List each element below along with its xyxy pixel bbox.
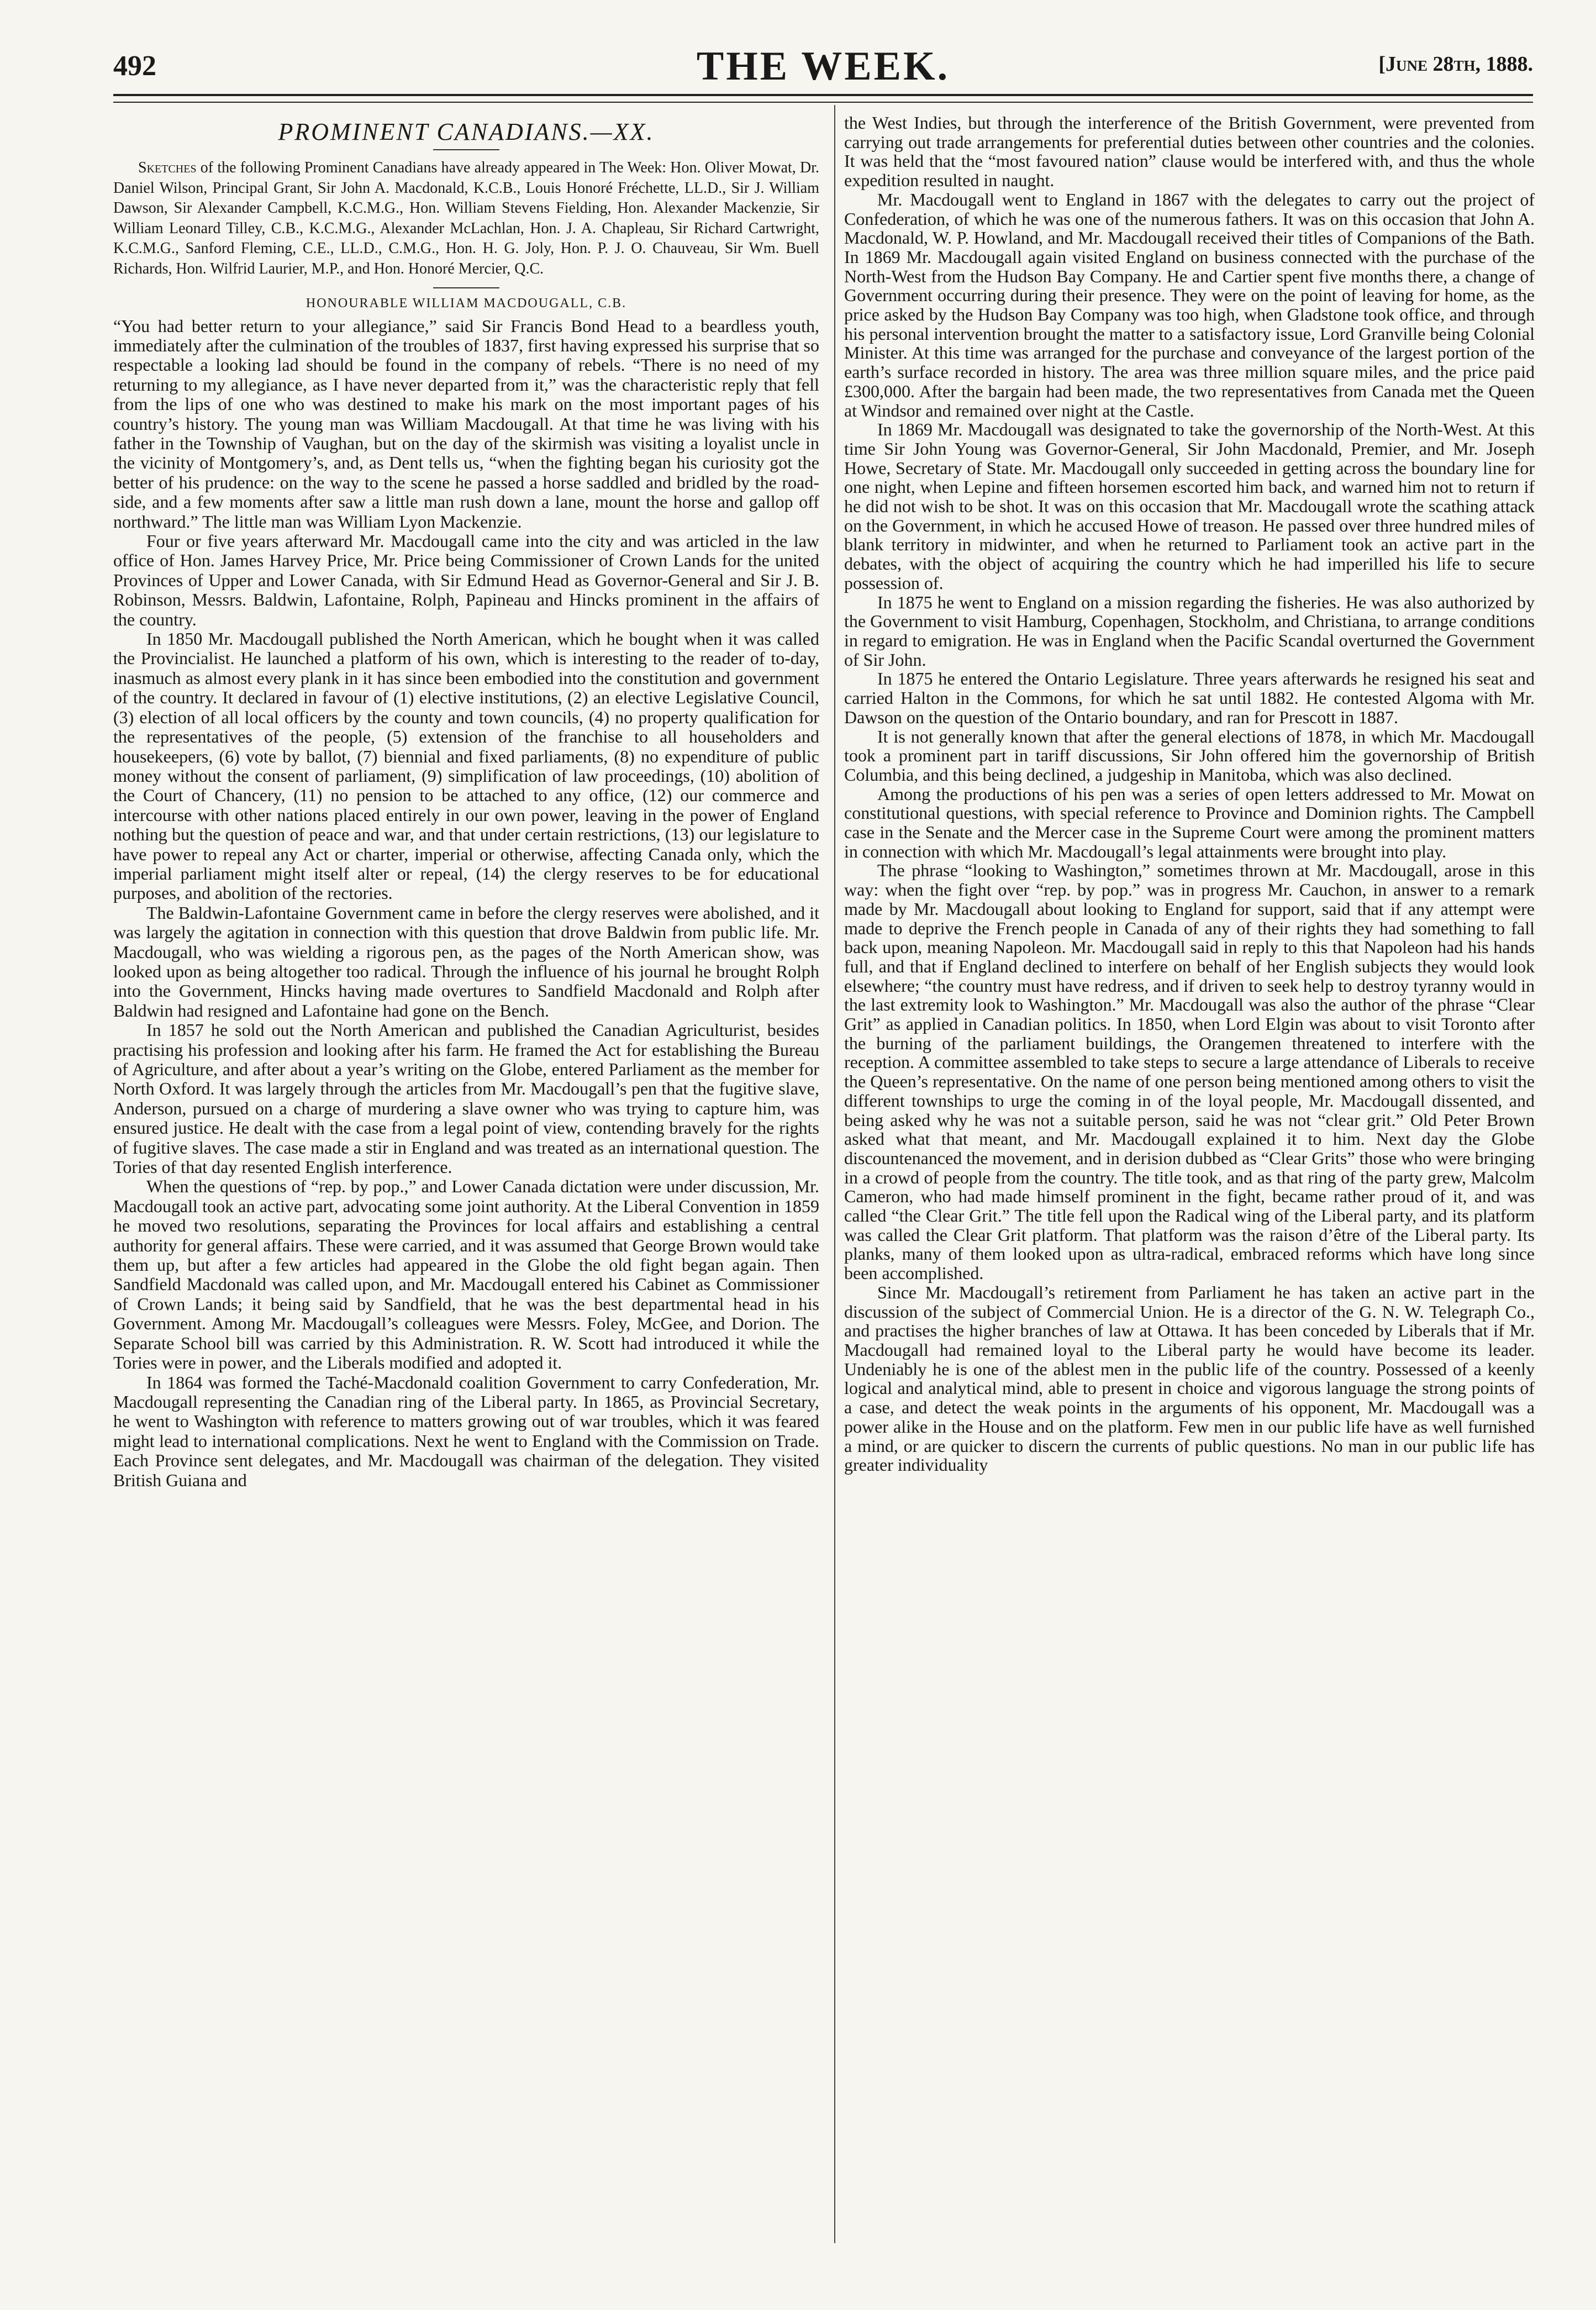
paragraph: the West Indies, but through the interference of the British Government, were prevented from carrying out trade arrangements for preferential duties between other countries and the colonies. It was held that the “most favoured nation” clause would be interfered with, and thus the whole expedition resulted in naught.: [844, 113, 1535, 191]
paragraph: In 1875 he went to England on a mission regarding the fisheries. He was also authorized by the Government to visit Hamburg, Copenhagen, Stockholm, and Christiana, to arrange conditions in regard to emigration. He was in England when the Pacific Scandal overturned the Government of Sir John.: [844, 592, 1535, 670]
paragraph: “You had better return to your allegiance,” said Sir Francis Bond Head to a beardless youth, immediately after the culmination of the troubles of 1837, first having expressed his surprise that so respectable a looking lad should be found in the company of rebels. “There is no need of my returning to my allegiance, as I have never departed from it,” was the characteristic reply that fell from the lips of one who was destined to make his mark on the most important pages of his country’s history. The young man was William Macdougall. At that time he was living with his father in the Township of Vaughan, but on the day of the skirmish was visiting a loyalist uncle in the vicinity of Montgomery’s, and, as Dent tells us, “when the fighting began his curiosity got the better of his prudence: on the way to the scene he passed a horse saddled and bridled by the road-side, and a few moments after saw a little man rush down a lane, mount the horse and gallop off northward.” The little man was William Lyon Mackenzie.: [113, 315, 819, 532]
paragraph: The phrase “looking to Washington,” sometimes thrown at Mr. Macdougall, arose in this way: when the fight over “rep. by pop.” was in progress Mr. Cauchon, in answer to a remark made by Mr. Macdougall about looking to England for support, said that if any attempt were made to deprive the French people in Canada of any of their rights they had something to fall back upon, meaning Napoleon. Mr. Macdougall said in reply to this that Napoleon had his hands full, and that if England declined to interfere on behalf of her English subjects they would look elsewhere; “the country must have redress, and if driven to seek help to destroy tyranny would in the last extremity look to Washington.” Mr. Macdougall was also the author of the phrase “Clear Grit” as applied in Canadian politics. In 1850, when Lord Elgin was about to visit Toronto after the burning of the parliament buildings, the Orangemen threatened to interfere with the reception. A committee assembled to take steps to secure a large attendance of Liberals to receive the Queen’s representative. On the name of one person being mentioned among others to visit the different townships to urge the coming in of the loyal people, Mr. Macdougall dissented, and being asked why he was not a suitable person, said he was not “clear grit.” Old Peter Brown asked what that meant, and Mr. Macdougall explained it to him. Next day the Globe discountenanced the movement, and in derision dubbed as “Clear Grits” those who were bringing in a crowd of people from the country. The title took, and as that ring of the party grew, Malcolm Cameron, who had made himself prominent in the fight, became rather proud of it, and was called “the Clear Grit.” The title fell upon the Radical wing of the Liberal party, and its platform was called the Clear Grit platform. That platform was the raison d’être of the Liberal party. Its planks, many of them looked upon as ultra-radical, embraced reforms which have long since been accomplished.: [844, 860, 1535, 1283]
sketches-intro: [113, 158, 819, 280]
paragraph: When the questions of “rep. by pop.,” and Lower Canada dictation were under discussion, Mr. Macdougall took an active part, advocating some joint authority. At the Liberal Convention in 1859 he moved two resolutions, separating the Provinces for local affairs and establishing a central authority for general affairs. These were carried, and it was assumed that George Brown would take them up, but after a few articles had appeared in the Globe the old fight began again. Then Sandfield Macdonald was called upon, and Mr. Macdougall entered his Cabinet as Commissioner of Crown Lands; it being said by Sandfield, that he was the best departmental head in his Government. Among Mr. Macdougall’s colleagues were Messrs. Foley, McGee, and Dorion. The Separate School bill was carried by this Administration. R. W. Scott had introduced it while the Tories were in power, and the Liberals modified and adopted it.: [113, 1176, 819, 1373]
paragraph: Four or five years afterward Mr. Macdougall came into the city and was articled in the law office of Hon. James Harvey Price, Mr. Price being Commissioner of Crown Lands for the united Provinces of Upper and Lower Canada, with Sir Edmund Head as Governor-General and Sir J. B. Robinson, Messrs. Baldwin, Lafontaine, Rolph, Papineau and Hincks prominent in the affairs of the country.: [113, 531, 819, 629]
paragraph: Among the productions of his pen was a series of open letters addressed to Mr. Mowat on constitutional questions, with special reference to Province and Dominion rights. The Campbell case in the Senate and the Mercer case in the Supreme Court were among the prominent matters in connection with which Mr. Macdougall’s legal attainments were brought into play.: [844, 783, 1535, 861]
paragraph: In 1869 Mr. Macdougall was designated to take the governorship of the North-West. At this time Sir John Young was Governor-General, Sir John Macdonald, Premier, and Mr. Joseph Howe, Secretary of State. Mr. Macdougall only succeeded in getting across the boundary line for one night, when Lepine and fifteen horsemen escorted him back, and warned him not to return if he did not wish to be shot. It was on this occasion that Mr. Macdougall wrote the scathing attack on the Government, in which he accused Howe of treason. He passed over three hundred miles of blank territory in midwinter, and when he returned to Parliament took an active part in the debates, with the object of acquiring the country which he had imperilled his life to secure possession of.: [844, 419, 1535, 593]
article-subtitle: HONOURABLE WILLIAM MACDOUGALL, C.B.: [305, 296, 627, 311]
title-rule: [433, 149, 499, 150]
right-column: [844, 113, 1535, 1475]
masthead-title: THE WEEK.: [696, 44, 950, 89]
paragraph: In 1857 he sold out the North American and published the Canadian Agriculturist, besides practising his profession and looking after his farm. He framed the Act for establishing the Bureau of Agriculture, and after about a year’s writing on the Globe, entered Parliament as the member for North Oxford. It was largely through the articles from Mr. Macdougall’s pen that the fugitive slave, Anderson, pursued on a charge of murdering a slave owner who was trying to capture him, was ensured justice. He dealt with the case from a legal point of view, contending bravely for the rights of fugitive slaves. The case made a stir in England and was treated as an international question. The Tories of that day resented English interference.: [113, 1020, 819, 1177]
header-rule: [113, 94, 1533, 103]
left-column: [113, 113, 819, 1490]
paragraph: It is not generally known that after the general elections of 1878, in which Mr. Macdougall took a prominent part in tariff discussions, Sir John offered him the governorship of British Columbia, and this being declined, a judgeship in Manitoba, which was also declined.: [844, 726, 1535, 785]
sketches-intro-lead: Sketches: [138, 159, 197, 176]
paragraph: In 1875 he entered the Ontario Legislature. Three years afterwards he resigned his seat and carried Halton in the Commons, for which he sat until 1882. He contested Algoma with Mr. Dawson on the question of the Ontario boundary, and ran for Prescott in 1887.: [844, 669, 1535, 727]
paragraph: In 1850 Mr. Macdougall published the North American, which he bought when it was called the Provincialist. He launched a platform of his own, which is interesting to the reader of to-day, inasmuch as almost every plank in it has since been embodied into the constitution and government of the country. It declared in favour of (1) elective institutions, (2) an elective Legislative Council, (3) election of all local officers by the county and town councils, (4) no property qualification for the representatives of the people, (5) extension of the franchise to all householders and housekeepers, (6) vote by ballot, (7) biennial and fixed parliaments, (8) no expenditure of public money without the consent of parliament, (9) simplification of law proceedings, (10) abolition of the Court of Chancery, (11) no pension to be attached to any office, (12) our commerce and intercourse with other nations placed entirely in our own power, leaving in the power of England nothing but the question of peace and war, and that under certain restrictions, (13) our legislature to have power to repeal any Act or charter, imperial or otherwise, affecting Canada only, which the imperial parliament might itself alter or repeal, (14) the clergy reserves to be for educational purposes, and abolition of the rectories.: [113, 629, 819, 903]
page-number: 492: [113, 50, 156, 82]
sketches-intro-text: of the following Prominent Canadians have already appeared in The Week: Hon. Oliver Mowat, Dr. Daniel Wilson, Principal Grant, Sir John A. Macdonald, K.C.B., Louis Honoré Fréchette, LL.D., Sir J. William Dawson, Sir Alexander Campbell, K.C.M.G., Hon. William Stevens Fielding, Hon. Alexander Mackenzie, Sir William Leonard Tilley, C.B., K.C.M.G., Alexander McLachlan, Hon. J. A. Chapleau, Sir Richard Cartwright, K.C.M.G., Sanford Fleming, C.E., LL.D., C.M.G., Hon. H. G. Joly, Hon. P. J. O. Chauveau, Sir Wm. Buell Richards, Hon. Wilfrid Laurier, M.P., and Hon. Honoré Mercier, Q.C.: [113, 159, 819, 277]
paragraph: Since Mr. Macdougall’s retirement from Parliament he has taken an active part in the discussion of the subject of Commercial Union. He is a director of the G. N. W. Telegraph Co., and practises the higher branches of law at Ottawa. It has been conceded by Liberals that if Mr. Macdougall had remained loyal to the Liberal party he would have become its leader. Undeniably he is one of the ablest men in the public life of the country. Possessed of a keenly logical and analytical mind, able to present in choice and vigorous language the strong points of a case, and detect the weak points in the arguments of his opponent, Mr. Macdougall was a power alike in the House and on the platform. Few men in our public life have as well furnished a mind, or are quicker to discern the currents of public questions. No man in our public life has greater individuality: [844, 1282, 1535, 1475]
paragraph: The Baldwin-Lafontaine Government came in before the clergy reserves were abolished, and it was largely the agitation in connection with this question that drove Baldwin from public life. Mr. Macdougall, who was wielding a rigorous pen, as the pages of the North American show, was looked upon as being altogether too radical. Through the influence of his journal he brought Rolph into the Government, Hincks having made overtures to Sandfield Macdonald and Rolph after Baldwin had resigned and Lafontaine had gone on the Bench.: [113, 902, 819, 1020]
section-title: PROMINENT CANADIANS.—XX.: [278, 118, 655, 145]
paragraph: Mr. Macdougall went to England in 1867 with the delegates to carry out the project of Confederation, of which he was one of the numerous fathers. It was on this occasion that John A. Macdonald, W. P. Howland, and Mr. Macdougall received their titles of Companions of the Bath. In 1869 Mr. Macdougall again visited England on business connected with the purchase of the North-West from the Hudson Bay Company. He and Cartier spent five months there, a change of Government occurring during their presence. They were on the point of leaving for home, as the price asked by the Hudson Bay Company was too high, when Gladstone took office, and through his personal intervention brought the matter to a satisfactory issue, Lord Granville being Colonial Minister. At this time was arranged for the purchase and conveyance of the largest portion of the earth’s surface recorded in history. The area was three million square miles, and the price paid £300,000. After the bargain had been made, the two representatives from Canada met the Queen at Windsor and remained over night at the Castle.: [844, 189, 1535, 420]
column-divider: [834, 105, 835, 2243]
intro-rule: [433, 287, 499, 288]
issue-date: [June 28th, 1888.: [1378, 52, 1533, 76]
paragraph: In 1864 was formed the Taché-Macdonald coalition Government to carry Confederation, Mr. Macdougall representing the Canadian ring of the Liberal party. In 1865, as Provincial Secretary, he went to Washington with reference to matters growing out of war troubles, which it was feared might lead to international complications. Next he went to England with the Commission on Trade. Each Province sent delegates, and Mr. Macdougall was chairman of the delegation. They visited British Guiana and: [113, 1372, 819, 1490]
